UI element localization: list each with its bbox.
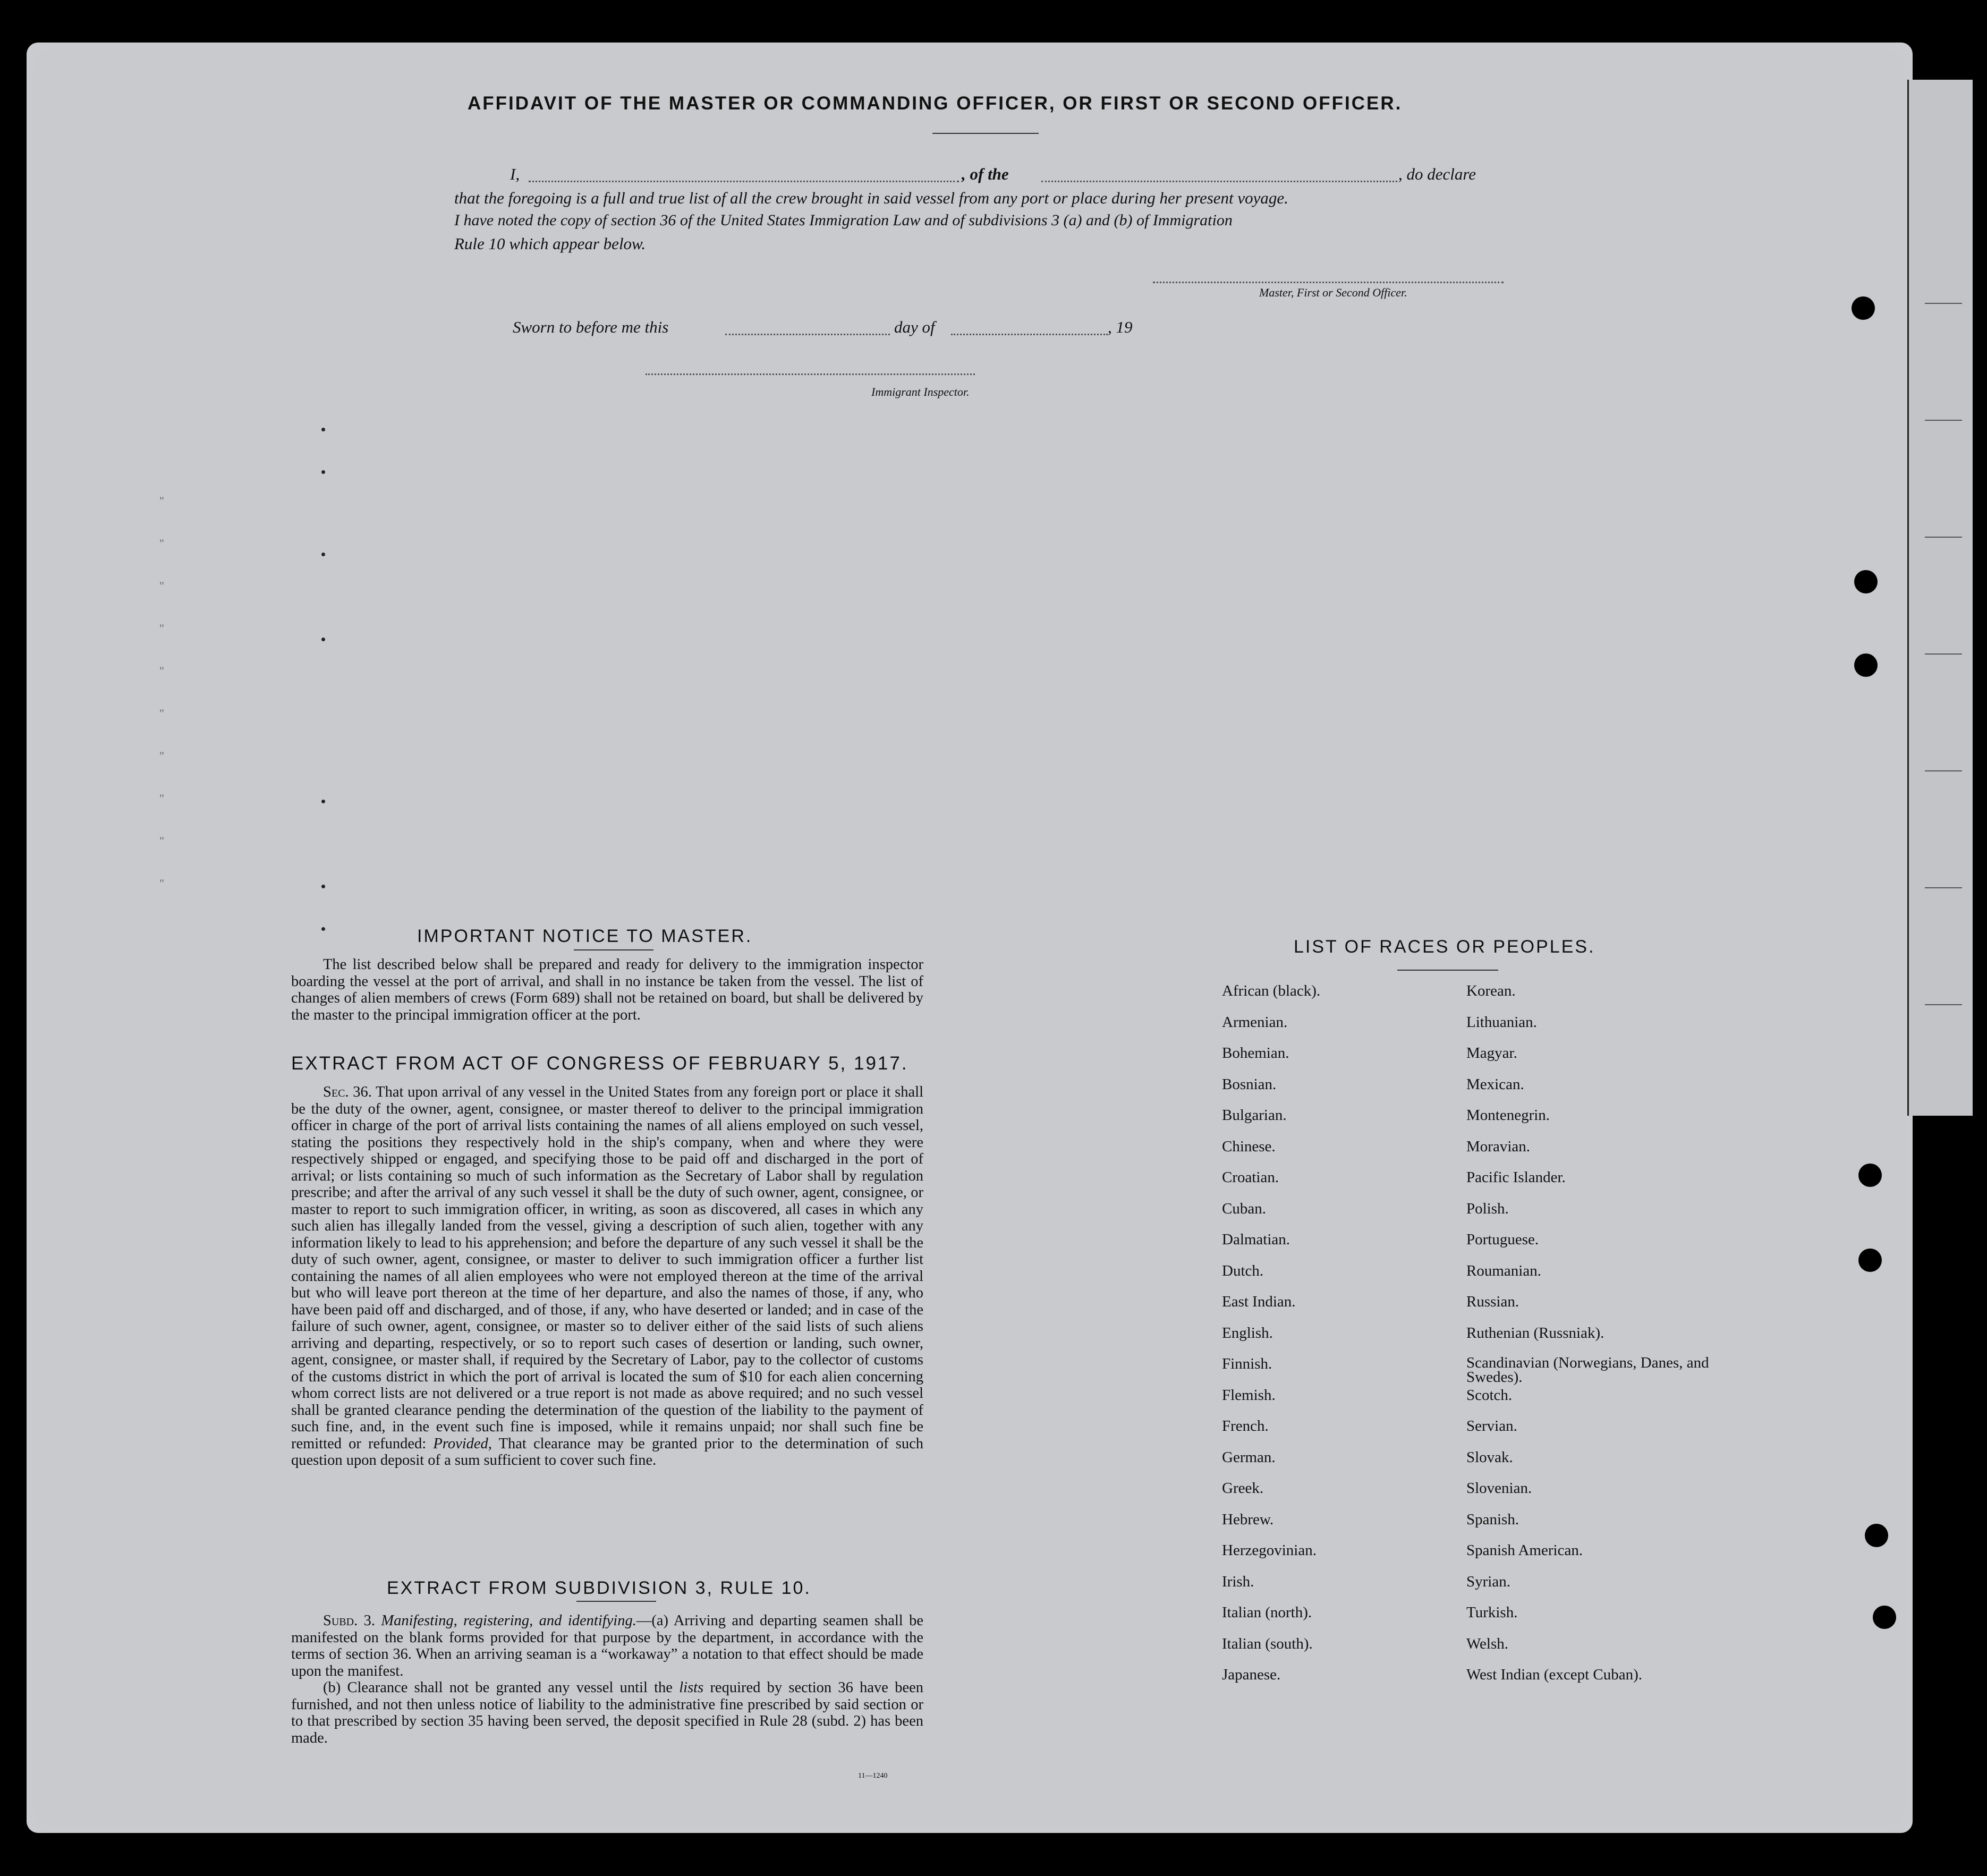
- binder-hole: [1854, 653, 1878, 677]
- binder-hole: [1852, 296, 1875, 320]
- binder-hole: [1865, 1524, 1888, 1547]
- name-blank[interactable]: [529, 181, 959, 182]
- race-item: African (black).: [1222, 982, 1321, 999]
- race-item: Dalmatian.: [1222, 1231, 1290, 1248]
- sworn-day-blank[interactable]: [725, 334, 890, 335]
- master-signature-blank[interactable]: [1153, 282, 1504, 283]
- extract-rule-heading: EXTRACT FROM SUBDIVISION 3, RULE 10.: [387, 1578, 811, 1598]
- race-item: German.: [1222, 1448, 1276, 1466]
- race-item: French.: [1222, 1417, 1269, 1434]
- race-item: Montenegrin.: [1466, 1107, 1550, 1124]
- race-item: East Indian.: [1222, 1293, 1296, 1310]
- race-item: Mexican.: [1466, 1075, 1524, 1093]
- extract-rule-text: Subd. 3. Manifesting, registering, and identifying.—(a) Arriving and departing seamen shall be manifested on the blank forms provided for that purpose by the department, in accordance with the terms of section 36. When an arriving seaman is a “workaway” a notation to that effect should be made upon the manifest. (b) Clearance shall not be granted any vessel until the lists required by section 36 have been furnished, and not then unless notice of liability to the administrative fine prescribed by said section or to that prescribed by section 35 having been served, the deposit specified in Rule 28 (subd. 2) has been made.: [291, 1612, 924, 1746]
- race-item: Chinese.: [1222, 1138, 1276, 1155]
- race-item: Hebrew.: [1222, 1510, 1274, 1528]
- race-item: Syrian.: [1466, 1573, 1510, 1590]
- race-item: Korean.: [1466, 982, 1516, 999]
- affidavit-line4: Rule 10 which appear below.: [454, 234, 646, 253]
- race-item: Polish.: [1466, 1200, 1509, 1217]
- race-item: Servian.: [1466, 1417, 1517, 1434]
- extract-act-text: Sec. 36. That upon arrival of any vessel in the United States from any foreign port or place it shall be the duty of the owner, agent, consignee, or master thereof to deliver to the principal immigration officer in charge of the port of arrival lists containing the names of all aliens employed on such vessel, stating the positions they respectively hold in the ship's company, when and where they were respectively shipped or engaged, and specifying those to be paid off and discharged in the port of arrival; or lists containing so much of such information as the Secretary of Labor shall by regulation prescribe; and after the arrival of any such vessel it shall be the duty of such owner, agent, consignee, or master to report to such immigration officer, in writing, as soon as discovered, all cases in which any such alien has illegally landed from the vessel, giving a description of such alien, together with any information likely to lead to his apprehension; and before the departure of any such vessel it shall be the duty of such owner, agent, consignee, or master to deliver to such immigration officer a further list containing the names of all alien employees who were not employed thereon at the time of the arrival but who will leave port thereon at the time of her departure, and also the names of those, if any, who have been paid off and discharged, and of those, if any, who have deserted or landed; and in case of the failure of such owner, agent, consignee, or master so to deliver either of the said lists of such aliens arriving and departing, respectively, or so to report such cases of desertion or landing, such owner, agent, consignee, or master shall, if required by the Secretary of Labor, pay to the collector of customs of the customs district in which the port of arrival is located the sum of $10 for each alien concerning whom correct lists are not delivered or a true report is not made as above required; and no such vessel shall be granted clearance pending the determination of the question of the liability to the payment of such fine, and, in the event such fine is imposed, while it remains unpaid; nor shall such fine be remitted or refunded: Provided, That clearance may be granted prior to the determination of such question upon deposit of a sum sufficient to cover such fine.: [291, 1084, 923, 1468]
- race-item: Armenian.: [1222, 1013, 1288, 1031]
- inspector-signature-blank[interactable]: [646, 373, 975, 375]
- year-label: , 19: [1108, 318, 1133, 336]
- race-item: Spanish American.: [1466, 1542, 1583, 1559]
- day-of-label: day of: [894, 318, 935, 336]
- race-item: Japanese.: [1222, 1666, 1281, 1683]
- sworn-month-blank[interactable]: [951, 334, 1108, 335]
- race-item: Roumanian.: [1466, 1262, 1541, 1279]
- master-signature-label: Master, First or Second Officer.: [1259, 286, 1407, 299]
- race-item: Italian (south).: [1222, 1635, 1313, 1652]
- binding-stub: [1907, 80, 1973, 1116]
- race-item: Spanish.: [1466, 1510, 1519, 1528]
- race-item: Slovak.: [1466, 1448, 1513, 1466]
- race-item: Flemish.: [1222, 1386, 1276, 1404]
- races-left-column: [1222, 983, 1320, 1698]
- binder-hole: [1858, 1164, 1882, 1187]
- race-item: Bulgarian.: [1222, 1107, 1287, 1124]
- race-item: Welsh.: [1466, 1635, 1509, 1652]
- race-item: Magyar.: [1466, 1045, 1517, 1062]
- form-code: 11—1240: [858, 1772, 888, 1780]
- vessel-blank[interactable]: [1041, 181, 1397, 182]
- race-item: Herzegovinian.: [1222, 1542, 1317, 1559]
- race-item: Russian.: [1466, 1293, 1519, 1310]
- binder-hole: [1854, 570, 1878, 593]
- sworn-label: Sworn to before me this: [513, 318, 669, 336]
- affidavit-line3: I have noted the copy of section 36 of the United States Immigration Law and of subdivisions 3 (a) and (b) of Immigration: [454, 211, 1233, 229]
- race-item: Dutch.: [1222, 1262, 1264, 1279]
- races-heading: LIST OF RACES OR PEOPLES.: [1294, 937, 1595, 957]
- affidavit-i: I,: [510, 165, 520, 183]
- title-underline: [932, 133, 1039, 134]
- race-item: Moravian.: [1466, 1138, 1530, 1155]
- race-item: Italian (north).: [1222, 1604, 1312, 1621]
- races-right-column: [1466, 983, 1711, 1698]
- race-item: Cuban.: [1222, 1200, 1266, 1217]
- race-item: Pacific Islander.: [1466, 1169, 1566, 1186]
- race-item: Finnish.: [1222, 1355, 1272, 1372]
- race-item: Bohemian.: [1222, 1045, 1289, 1062]
- race-item: Irish.: [1222, 1573, 1254, 1590]
- race-item: Turkish.: [1466, 1604, 1518, 1621]
- race-item: Bosnian.: [1222, 1075, 1277, 1093]
- inspector-signature-label: Immigrant Inspector.: [871, 385, 970, 398]
- race-item: Lithuanian.: [1466, 1013, 1537, 1031]
- race-item: Greek.: [1222, 1480, 1264, 1497]
- race-item: Ruthenian (Russniak).: [1466, 1324, 1604, 1342]
- race-item: West Indian (except Cuban).: [1466, 1666, 1643, 1683]
- affidavit-declare: , do declare: [1398, 165, 1476, 183]
- race-item: Croatian.: [1222, 1169, 1279, 1186]
- affidavit-of-the: , of the: [962, 165, 1009, 183]
- notice-text: The list described below shall be prepared and ready for delivery to the immigration inspector boarding the vessel at the port of arrival, and shall in no instance be taken from the vessel. The list of changes of alien members of crews (Form 689) shall not be retained on board, but shall be delivered by the master to the principal immigration officer at the port.: [291, 956, 923, 1023]
- binder-hole: [1858, 1249, 1882, 1272]
- notice-heading: IMPORTANT NOTICE TO MASTER.: [417, 926, 753, 946]
- race-item: Slovenian.: [1466, 1480, 1532, 1497]
- extract-act-heading: EXTRACT FROM ACT OF CONGRESS OF FEBRUARY 5, 1917.: [291, 1053, 908, 1074]
- affidavit-title: AFFIDAVIT OF THE MASTER OR COMMANDING OFFICER, OR FIRST OR SECOND OFFICER.: [468, 93, 1403, 114]
- race-item: Portuguese.: [1466, 1231, 1539, 1248]
- race-item: Scotch.: [1466, 1386, 1513, 1404]
- race-item: Scandinavian (Norwegians, Danes, and Swedes).: [1466, 1354, 1709, 1386]
- affidavit-line2: that the foregoing is a full and true list of all the crew brought in said vessel from any port or place during her present voyage.: [454, 189, 1288, 207]
- binder-hole: [1873, 1606, 1896, 1629]
- race-item: English.: [1222, 1324, 1273, 1342]
